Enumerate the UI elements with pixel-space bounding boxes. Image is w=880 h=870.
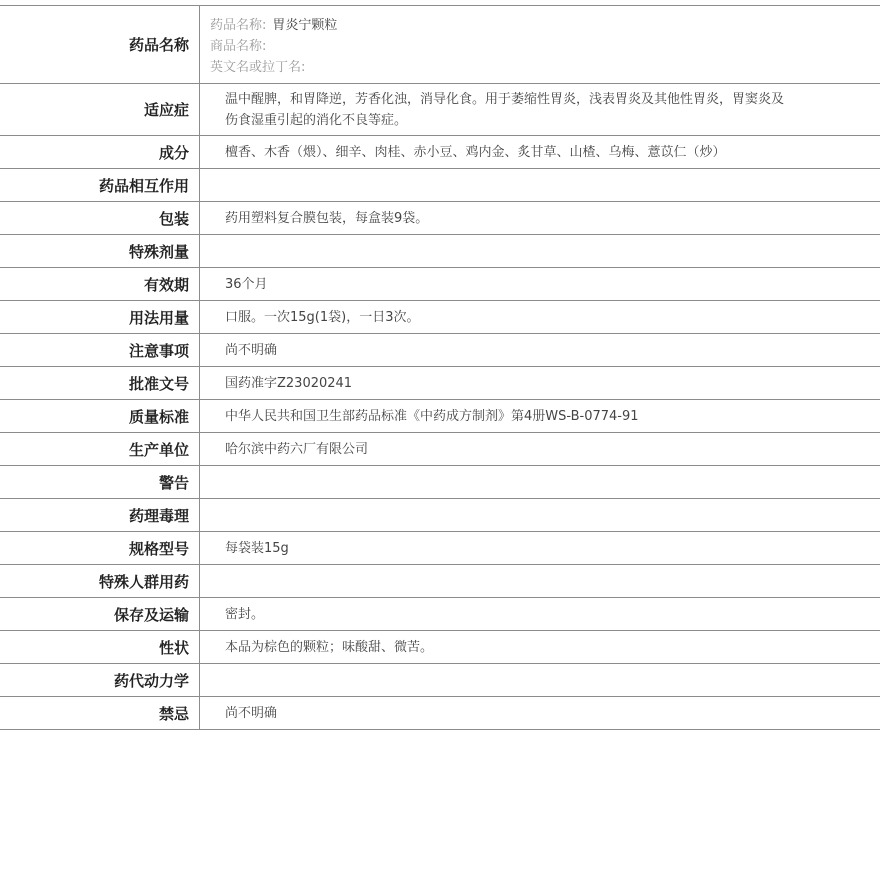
row-label: 质量标准 [0, 400, 200, 432]
row-label: 性状 [0, 631, 200, 663]
row-value [200, 565, 880, 597]
row-value: 温中醒脾，和胃降逆，芳香化浊，消导化食。用于萎缩性胃炎，浅表胃炎及其他性胃炎，胃窦炎及伤食湿重引起的消化不良等症。 [225, 91, 785, 128]
row-label: 注意事项 [0, 334, 200, 366]
row-value: 密封。 [225, 606, 265, 622]
table-row [0, 565, 880, 598]
table-row [0, 235, 880, 268]
generic-name-value: 胃炎宁颗粒 [272, 18, 338, 33]
table-row [0, 301, 880, 334]
table-row [0, 466, 880, 499]
row-label: 药代动力学 [0, 664, 200, 696]
row-value: 每袋装15g [225, 540, 289, 556]
row-label: 用法用量 [0, 301, 200, 333]
table-row [0, 433, 880, 466]
row-label: 保存及运输 [0, 598, 200, 630]
row-value: 檀香、木香（煨）、细辛、肉桂、赤小豆、鸡内金、炙甘草、山楂、乌梅、薏苡仁（炒） [225, 144, 726, 160]
row-label: 成分 [0, 136, 200, 168]
table-row [0, 400, 880, 433]
table-row [0, 532, 880, 565]
table-row [0, 367, 880, 400]
table-row [0, 499, 880, 532]
row-label: 特殊人群用药 [0, 565, 200, 597]
row-value [200, 664, 880, 696]
table-row [0, 84, 880, 136]
row-label: 有效期 [0, 268, 200, 300]
row-value: 36个月 [225, 276, 268, 292]
row-label: 禁忌 [0, 697, 200, 729]
table-row [0, 169, 880, 202]
drug-info-table [0, 5, 880, 730]
row-value: 中华人民共和国卫生部药品标准《中药成方制剂》第4册WS-B-0774-91 [225, 408, 639, 424]
row-label: 药品名称 [0, 6, 200, 83]
row-label: 适应症 [0, 84, 200, 135]
generic-name-line [210, 15, 880, 36]
row-label: 药品相互作用 [0, 169, 200, 201]
generic-name-label: 药品名称: [210, 18, 267, 33]
table-row [0, 631, 880, 664]
row-label: 包装 [0, 202, 200, 234]
table-row [0, 202, 880, 235]
table-row-drug-name [0, 6, 880, 84]
row-value: 药用塑料复合膜包装，每盒装9袋。 [225, 210, 429, 226]
row-label: 规格型号 [0, 532, 200, 564]
row-value [200, 169, 880, 201]
table-row [0, 268, 880, 301]
row-value: 尚不明确 [225, 342, 278, 358]
row-label: 批准文号 [0, 367, 200, 399]
trade-name-label: 商品名称: [210, 39, 267, 54]
row-value: 哈尔滨中药六厂有限公司 [225, 441, 369, 457]
row-value [200, 466, 880, 498]
row-value: 尚不明确 [225, 705, 278, 721]
row-value [200, 6, 880, 83]
table-row [0, 697, 880, 730]
table-row [0, 136, 880, 169]
row-value: 国药准字Z23020241 [225, 375, 353, 391]
row-value [200, 235, 880, 267]
table-row [0, 598, 880, 631]
row-label: 警告 [0, 466, 200, 498]
table-row [0, 334, 880, 367]
row-value [200, 499, 880, 531]
row-label: 药理毒理 [0, 499, 200, 531]
row-label: 特殊剂量 [0, 235, 200, 267]
row-value: 本品为棕色的颗粒；味酸甜、微苦。 [225, 639, 434, 655]
row-value: 口服。一次15g(1袋)，一日3次。 [225, 309, 420, 325]
english-name-label: 英文名或拉丁名: [210, 60, 306, 75]
row-label: 生产单位 [0, 433, 200, 465]
table-row [0, 664, 880, 697]
